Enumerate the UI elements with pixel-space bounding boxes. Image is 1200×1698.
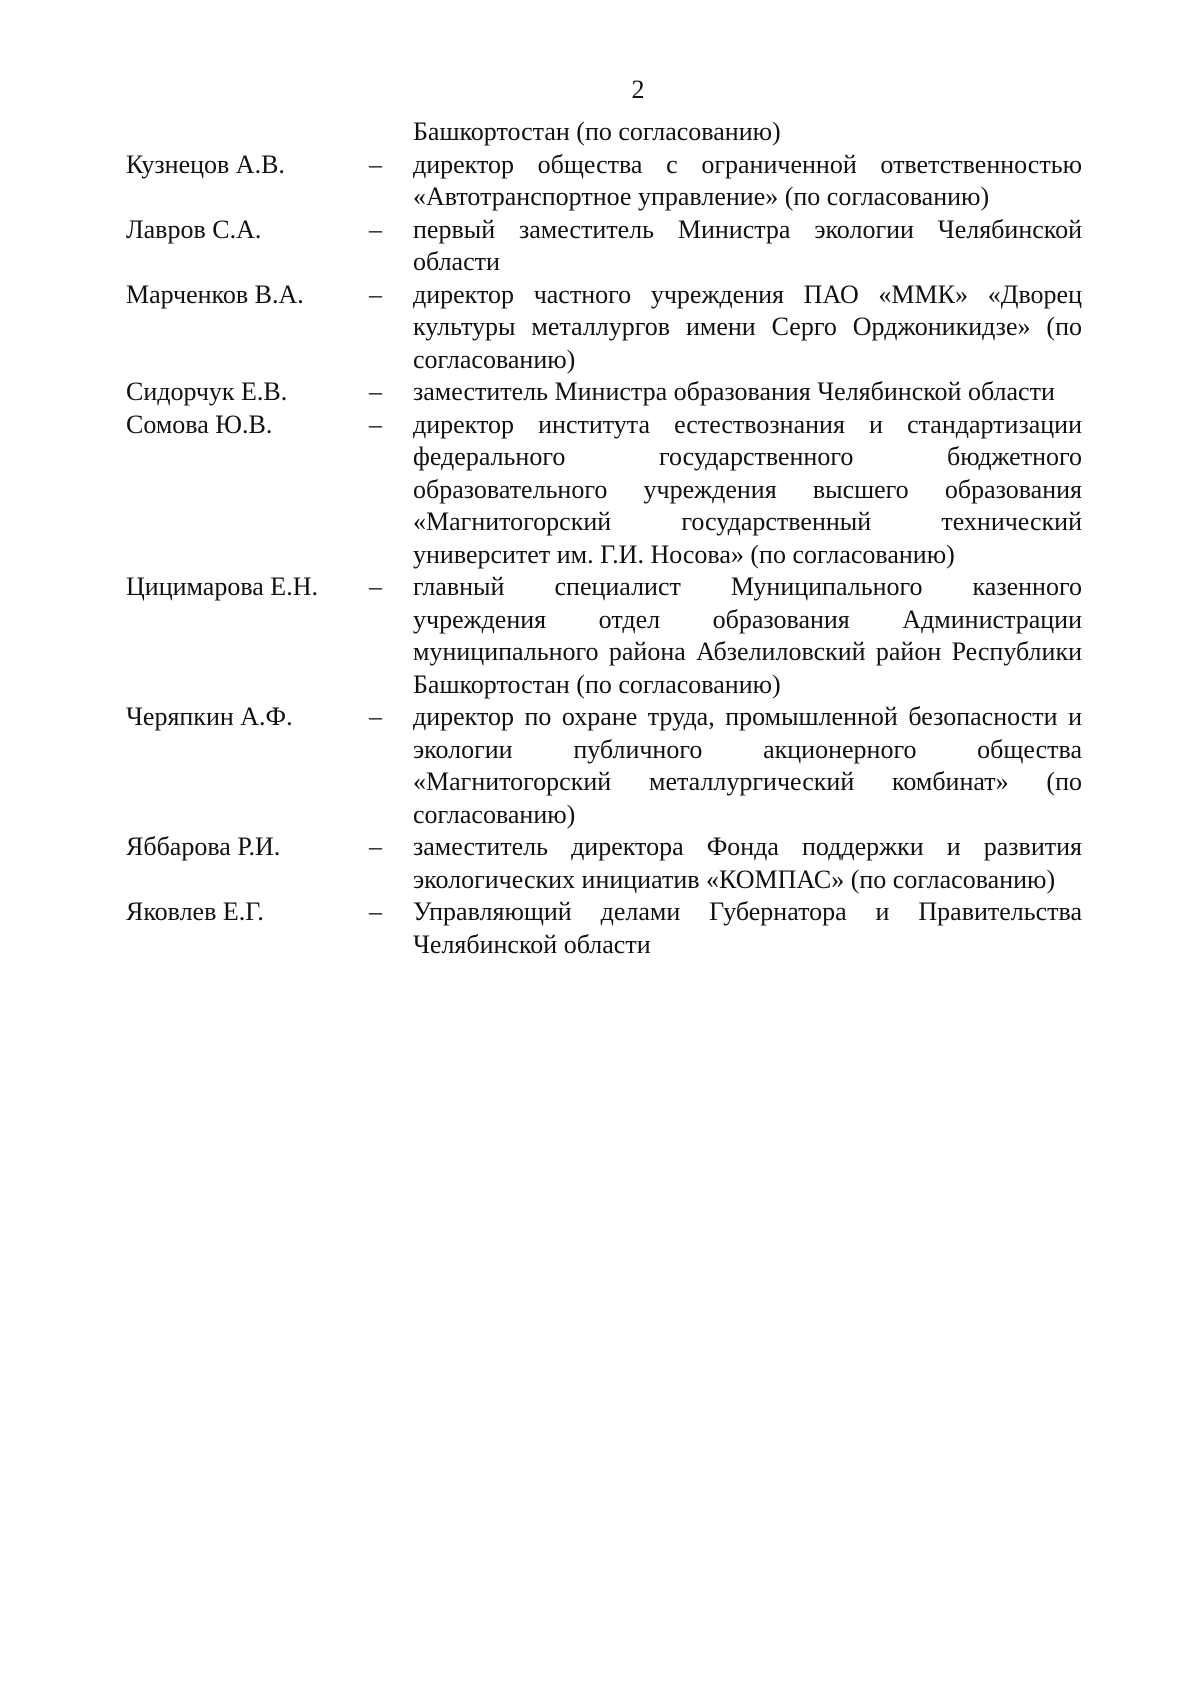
list-item xyxy=(126,214,1082,279)
member-position: директор института естествознания и стандартизации федерального государственного бюджетного образовательного учреждения высшего образования «Магнитогорский государственный технический университет им. Г.И. Носова» (по согласованию) xyxy=(413,409,1082,569)
member-name: Марченков В.А. xyxy=(126,279,304,309)
dash-separator: – xyxy=(369,572,382,601)
member-name: Кузнецов А.В. xyxy=(126,149,285,179)
member-name: Лавров С.А. xyxy=(126,214,262,244)
page-number: 2 xyxy=(631,75,645,104)
dash-separator: – xyxy=(369,409,382,439)
dash-separator: – xyxy=(369,214,382,244)
member-position: заместитель Министра образования Челябинской области xyxy=(413,377,1055,406)
member-position: директор общества с ограниченной ответственностью «Автотранспортное управление» (по согласованию) xyxy=(413,149,1082,211)
member-name: Цицимарова Е.Н. xyxy=(126,572,318,601)
list-item xyxy=(126,149,1082,214)
dash-separator: – xyxy=(369,279,382,309)
member-position: Управляющий делами Губернатора и Правительства Челябинской области xyxy=(413,897,1082,959)
member-name: Яковлев Е.Г. xyxy=(126,897,264,926)
list-item xyxy=(126,571,1082,701)
member-name: Яббарова Р.И. xyxy=(126,832,281,861)
member-name: Сомова Ю.В. xyxy=(126,409,273,439)
dash-separator: – xyxy=(369,897,382,926)
member-position: первый заместитель Министра экологии Челябинской области xyxy=(413,214,1082,276)
list-item xyxy=(126,701,1082,831)
dash-separator: – xyxy=(369,702,382,731)
member-name: Черяпкин А.Ф. xyxy=(126,702,293,731)
list-item xyxy=(126,376,1082,409)
continued-description: Башкортостан (по согласованию) xyxy=(413,117,781,146)
dash-separator: – xyxy=(369,377,382,406)
member-position: главный специалист Муниципального казенного учреждения отдел образования Администрации муниципального района Абзелиловский район Республики Башкортостан (по согласованию) xyxy=(413,572,1082,699)
list-item xyxy=(126,409,1082,572)
member-list xyxy=(126,116,1082,961)
member-position: директор по охране труда, промышленной безопасности и экологии публичного акционерного общества «Магнитогорский металлургический комбинат» (по согласованию) xyxy=(413,702,1082,829)
member-name: Сидорчук Е.В. xyxy=(126,377,288,406)
list-item xyxy=(126,896,1082,961)
dash-separator: – xyxy=(369,832,382,861)
member-position: заместитель директора Фонда поддержки и развития экологических инициатив «КОМПАС» (по согласованию) xyxy=(413,832,1082,894)
list-item xyxy=(126,831,1082,896)
dash-separator: – xyxy=(369,149,382,179)
member-position: директор частного учреждения ПАО «ММК» «Дворец культуры металлургов имени Серго Орджоникидзе» (по согласованию) xyxy=(413,279,1082,374)
list-item xyxy=(126,279,1082,377)
